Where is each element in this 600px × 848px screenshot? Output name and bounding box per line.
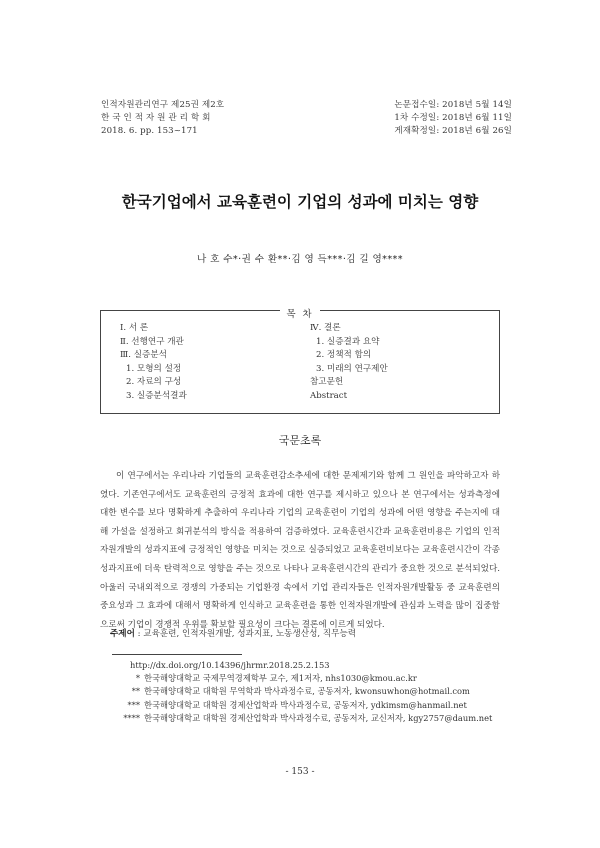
doi-link[interactable]: http://dx.doi.org/10.14396/jhrmr.2018.25.2.153 [130,660,330,670]
footnote-mark: ** [131,686,140,697]
paper-title: 한국기업에서 교육훈련이 기업의 성과에 미치는 영향 [121,193,479,211]
issue-pages: 2018. 6. pp. 153~171 [101,126,198,137]
toc-heading-wrap [0,302,600,321]
submission-dates [394,99,512,139]
accepted-date: 게재확정일: 2018년 6월 26일 [394,126,512,137]
keywords-label: 주제어 [110,629,135,639]
toc-subitem: 3. 실증분석결과 [126,390,187,401]
toc-item: Ⅰ. 서 론 [120,323,149,333]
footnote-text: 한국해양대학교 대학원 경제산업학과 박사과정수료, 공동저자, 교신저자, kgy2757@daum.net [144,712,493,723]
toc-left-column [120,322,187,404]
footnote-row [118,712,492,725]
toc-item: Ⅳ. 결론 [310,323,341,333]
toc-subitem: 2. 자료의 구성 [126,377,182,388]
toc-subitem: 3. 미래의 연구제안 [316,363,388,374]
footnote-text: 한국해양대학교 대학원 무역학과 박사과정수료, 공동저자, kwonsuwhon@hotmail.com [144,686,470,697]
toc-item: Ⅲ. 실증분석 [120,350,167,361]
footnote-text: 한국해양대학교 대학원 경제산업학과 박사과정수료, 공동저자, ydkimsm@hanmail.net [144,699,467,710]
toc-heading: 목 차 [280,309,319,320]
toc-subitem: 1. 모형의 설정 [126,363,182,374]
footnote-row [118,699,492,712]
author-list: 나 호 수*·권 수 환**·김 영 득***·김 길 영**** [197,254,403,265]
keywords [110,627,356,639]
toc-subitem: 2. 정책적 함의 [316,350,372,361]
toc-right-column [310,322,388,404]
abstract-paragraph: 이 연구에서는 우리나라 기업들의 교육훈련감소추세에 대한 문제제기와 함께 그 원인을 파악하고자 하였다. 기존연구에서도 교육훈련의 긍정적 효과에 대한 연구를 제시하고 있으나 본 연구에서는 성과측정에 대한 변수를 보다 명확하게 추출하여 우리나라 기업의 교육훈련이 기업의 성과에 어떤 영향을 주는지에 대해 가설을 설정하고 회귀분석의 방식을 적용하여 검증하였다. 교육훈련시간과 교육훈련비용은 기업의 인적자원개발의 성과지표에 긍정적인 영향을 미치는 것으로 실증되었고 교육훈련비보다는 교육훈련시간이 각종 성과지표에 더욱 탄력적으로 영향을 주는 것으로 나타나 교육훈련시간의 관리가 중요한 것으로 분석되었다. 아울러 국내외적으로 경쟁의 가중되는 기업환경 속에서 기업 관리자들은 인적자원개발활동 중 교육훈련의 중요성과 그 효과에 대해서 명확하게 인식하고 교육훈련을 통한 인적자원개발에 관심과 노력을 많이 집중함으로써 기업이 경쟁적 우위를 확보할 필요성이 크다는 결론에 이르게 되었다. [100,471,500,630]
society-name: 한 국 인 적 자 원 관 리 학 회 [101,113,211,124]
footnote-mark: **** [123,712,140,723]
keywords-text: : 교육훈련, 인적자원개발, 성과지표, 노동생산성, 직무능력 [137,629,357,639]
abstract-heading: 국문초록 [278,434,322,447]
footnote-text: 한국해양대학교 국제무역경제학부 교수, 제1저자, nhs1030@kmou.ac.kr [144,673,417,684]
toc-item: Abstract [310,390,348,401]
journal-info [101,99,224,139]
footnote-mark: * [135,673,140,684]
footnote-mark: *** [127,699,140,710]
footnote-row [118,685,492,698]
abstract-body [100,467,500,634]
footnote-divider [112,654,242,655]
toc-item: Ⅱ. 선행연구 개관 [120,336,184,347]
toc-subitem: 1. 실증결과 요약 [316,336,380,347]
received-date: 논문접수일: 2018년 5월 14일 [394,100,512,110]
footnotes [118,659,492,725]
revised-date: 1차 수정일: 2018년 6월 11일 [394,113,512,124]
footnote-row [118,672,492,685]
toc-item: 참고문헌 [310,377,344,388]
page-number: - 153 - [285,767,315,777]
journal-name: 인적자원관리연구 제25권 제2호 [101,100,225,110]
